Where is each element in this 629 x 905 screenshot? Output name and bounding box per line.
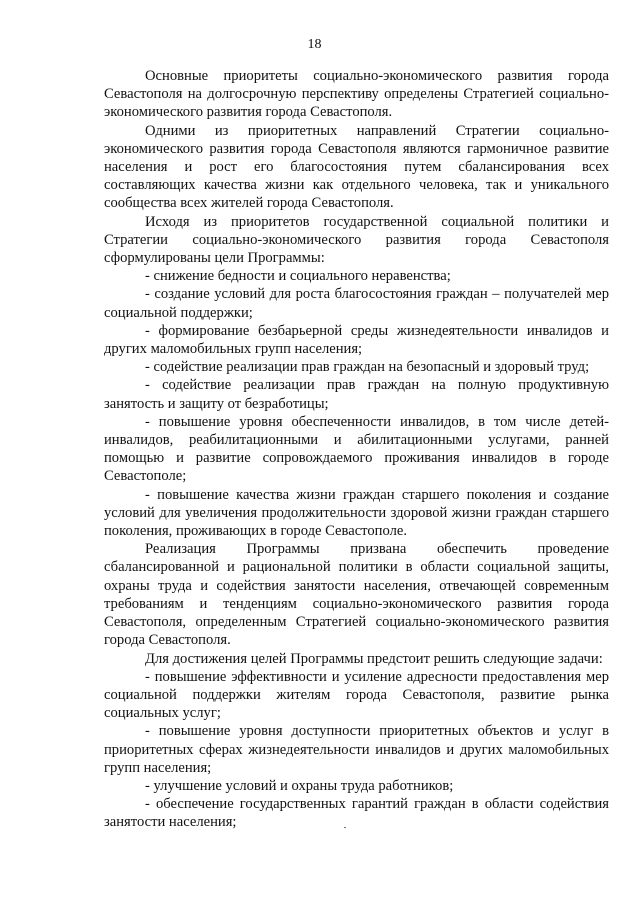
list-item: - формирование безбарьерной среды жизнедеятельности инвалидов и других маломобильных групп населения; — [104, 322, 609, 358]
page-number: 18 — [307, 37, 322, 52]
paragraph: Для достижения целей Программы предстоит решить следующие задачи: — [145, 650, 603, 667]
list-item: - повышение уровня доступности приоритетных объектов и услуг в приоритетных сферах жизнедеятельности инвалидов и других маломобильных групп населения; — [104, 723, 609, 776]
paragraph: Одними из приоритетных направлений Стратегии социально-экономического развития города Севастополя являются гармоничное развитие населения и рост его благосостояния путем сбалансирования всех составляющих качества жизни как отдельного человека, так и уникального сообщества всех жителей города Севастополя. — [104, 122, 609, 212]
list-item: - содействие реализации прав граждан на безопасный и здоровый труд; — [145, 359, 590, 376]
list-item: - повышение качества жизни граждан старшего поколения и создание условий для увеличения продолжительности здоровой жизни граждан старшего поколения, проживающих в городе Севастополе. — [104, 486, 609, 540]
scan-speck — [344, 827, 346, 828]
list-item: - повышение уровня обеспеченности инвалидов, в том числе детей-инвалидов, реабилитационными и абилитационными услугами, ранней помощью и развитие сопровождаемого проживания инвалидов в городе Севастополе; — [104, 413, 609, 485]
list-item: - повышение эффективности и усиление адресности предоставления мер социальной поддержки жителям города Севастополя, развитие рынка социальных услуг; — [104, 668, 609, 722]
document-body — [104, 67, 609, 832]
list-item: - обеспечение государственных гарантий граждан в области содействия занятости населения; — [104, 796, 609, 831]
list-item: - создание условий для роста благосостояния граждан – получателей мер социальной поддержки; — [104, 286, 609, 321]
list-item: - содействие реализации прав граждан на полную продуктивную занятость и защиту от безработицы; — [104, 377, 609, 412]
paragraph: Исходя из приоритетов государственной социальной политики и Стратегии социально-экономического развития города Севастополя сформулированы цели Программы: — [104, 213, 609, 267]
list-item: - улучшение условий и охраны труда работников; — [145, 777, 454, 794]
list-item: - снижение бедности и социального неравенства; — [145, 268, 451, 285]
paragraph: Реализация Программы призвана обеспечить проведение сбалансированной и рациональной политики в области социальной защиты, охраны труда и содействия занятости населения, отвечающей современным требованиям и тенденциям социально-экономического развития города Севастополя, определенным Стратегией социально-экономического развития города Севастополя. — [104, 541, 609, 649]
paragraph: Основные приоритеты социально-экономического развития города Севастополя на долгосрочную перспективу определены Стратегией социально-экономического развития города Севастополя. — [104, 68, 609, 121]
